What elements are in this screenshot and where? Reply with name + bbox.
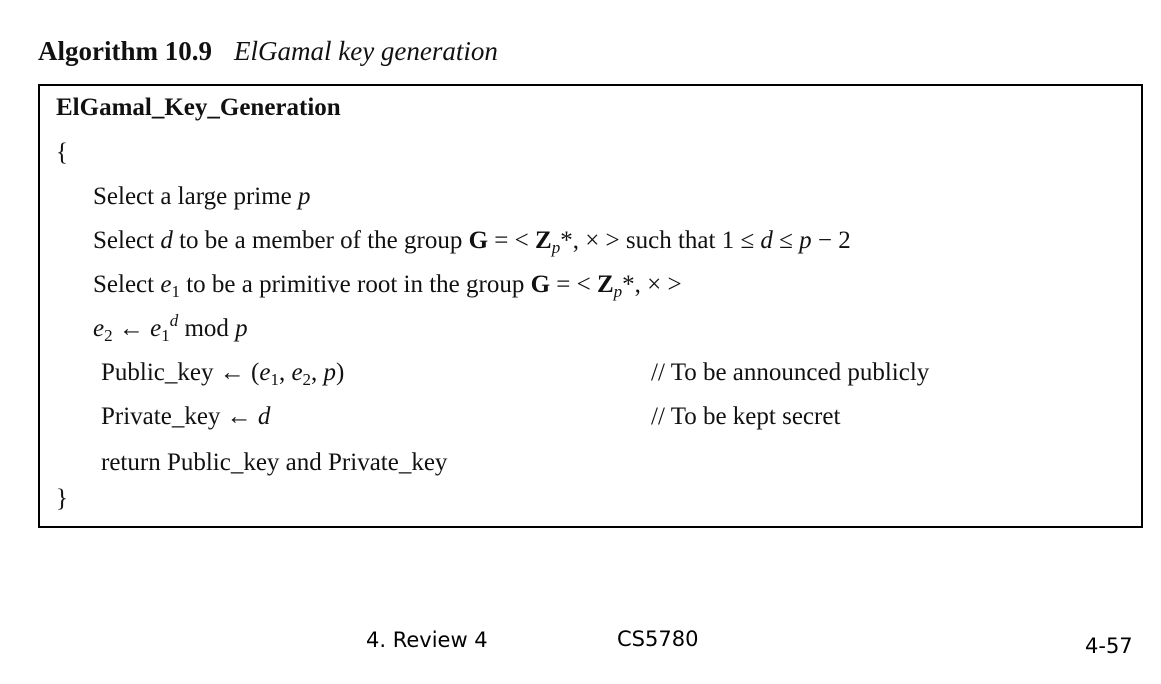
step-compute-e2 xyxy=(93,311,248,345)
step-public-key xyxy=(101,359,345,389)
var-p-sub: p xyxy=(551,238,561,257)
var-e: e xyxy=(259,359,271,386)
footer-course: CS5780 xyxy=(617,627,699,651)
var-e: e xyxy=(160,271,172,298)
assign-arrow: ← xyxy=(219,359,251,386)
step-text: Select xyxy=(93,227,161,254)
step-text: *, × > xyxy=(622,271,682,298)
var-d: d xyxy=(760,227,773,254)
step-text: to be a member of the group xyxy=(172,227,469,254)
step-text: = < xyxy=(488,227,535,254)
open-brace: { xyxy=(56,139,68,166)
var-p: p xyxy=(323,359,337,386)
algorithm-heading xyxy=(38,36,498,67)
var-e: e xyxy=(93,315,105,342)
z-symbol: Z xyxy=(535,227,552,254)
group-symbol: G xyxy=(468,227,489,254)
step-text: ≤ xyxy=(772,227,800,254)
step-private-key xyxy=(101,404,270,429)
var-p: p xyxy=(235,315,248,342)
comma: , xyxy=(311,359,324,386)
group-symbol: G xyxy=(530,271,551,298)
step-select-d xyxy=(93,227,851,257)
step-return: return Public_key and Private_key xyxy=(101,449,448,476)
subscript: 1 xyxy=(270,370,279,389)
step-text: Select xyxy=(93,271,161,298)
subscript: 1 xyxy=(171,282,180,301)
close-brace: } xyxy=(56,485,68,512)
step-text: Private_key ← xyxy=(101,403,258,430)
algorithm-number: Algorithm 10.9 xyxy=(38,36,212,66)
algorithm-title: ElGamal key generation xyxy=(233,36,498,66)
var-p: p xyxy=(799,227,812,254)
var-d: d xyxy=(257,403,271,430)
step-text: *, × > such that 1 ≤ xyxy=(560,227,761,254)
z-symbol: Z xyxy=(596,271,614,298)
subscript: 2 xyxy=(302,370,312,389)
subscript: 1 xyxy=(161,326,170,345)
comment-private: // To be kept secret xyxy=(651,403,841,430)
paren: ( xyxy=(251,359,260,386)
subscript: 2 xyxy=(104,326,113,345)
step-select-e1 xyxy=(93,271,682,301)
assign-arrow: ← xyxy=(112,315,151,342)
comma: , xyxy=(278,359,292,386)
var-d: d xyxy=(160,227,173,254)
var-e: e xyxy=(291,359,303,386)
step-text: = < xyxy=(550,271,597,298)
step-text: − 2 xyxy=(811,227,851,254)
comment-public: // To be announced publicly xyxy=(651,359,930,386)
var-p: p xyxy=(298,183,311,210)
procedure-name: ElGamal_Key_Generation xyxy=(56,94,341,121)
paren: ) xyxy=(336,359,345,386)
var-p-sub: p xyxy=(613,282,623,301)
step-select-prime xyxy=(93,184,311,209)
exponent-d: d xyxy=(169,311,179,330)
page-number: 4-57 xyxy=(1085,634,1133,658)
step-text: Public_key xyxy=(101,359,220,386)
var-e: e xyxy=(150,315,162,342)
footer-section: 4. Review 4 xyxy=(366,628,488,652)
step-text: mod xyxy=(178,315,236,342)
step-text: to be a primitive root in the group xyxy=(179,271,531,298)
step-text: Select a large prime xyxy=(93,183,299,210)
